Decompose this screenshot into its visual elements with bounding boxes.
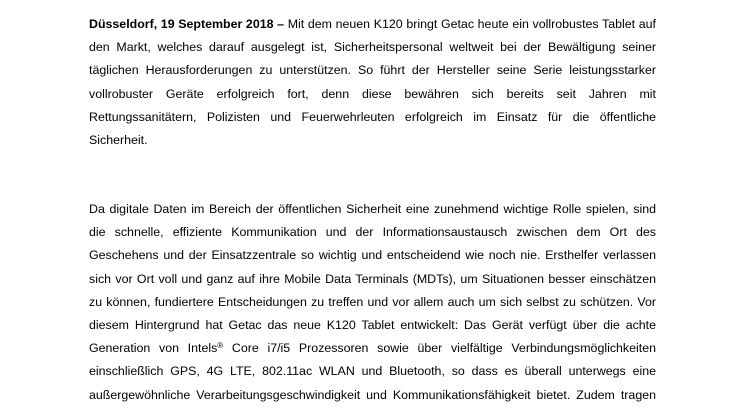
text-line: außergewöhnliche Verarbeitungsgeschwindigkeit und Kommunikationsfähigkeit bietet. Zudem tragen [89,387,656,402]
text-line: Sicherheit. [89,132,148,147]
paragraph-intro [89,13,656,152]
text-line: Da digitale Daten im Bereich der öffentlichen Sicherheit eine zunehmend wichtige Rolle spielen, sind [89,202,656,216]
text-line: zu können, fundiertere Entscheidungen zu treffen und vor allem auch um sich selbst zu schützen. Vor [89,294,656,309]
text-line: diesem Hintergrund hat Getac das neue K120 Tablet entwickelt: Das Gerät verfügt über die achte [89,317,656,332]
paragraph-body [89,198,656,407]
text-line [89,13,656,36]
text-line-content: Mit dem neuen K120 bringt Getac heute ein vollrobustes Tablet auf [284,17,656,31]
text-line: Geschehens und der Einsatzzentrale so wichtig und entscheidend wie noch nie. Ersthelfer verlassen [89,248,656,263]
text-line [89,337,656,360]
text-line-content: Core i7/i5 Prozessoren sowie über vielfältige Verbindungsmöglichkeiten [223,341,656,356]
text-line: den Markt, welches darauf ausgelegt ist, Sicherheitspersonal weltweit bei der Bewältigung seiner [89,40,656,55]
text-line: die schnelle, effiziente Kommunikation und der Informationsaustausch zwischen dem Ort des [89,225,656,240]
text-line: Rettungssanitätern, Polizisten und Feuerwehrleuten erfolgreich im Einsatz für die öffentliche [89,109,656,124]
text-line: vollrobuster Geräte erfolgreich fort, denn diese bewähren sich bereits seit Jahren mit [89,86,656,101]
registered-mark: ® [217,341,224,351]
text-line: täglichen Herausforderungen zu unterstützen. So führt der Hersteller seine Serie leistungsstarker [89,63,656,78]
dateline: Düsseldorf, 19 September 2018 – [89,17,285,31]
text-line: sich vor Ort voll und ganz auf ihre Mobile Data Terminals (MDTs), um Situationen besser einschätzen [89,271,656,286]
text-line-content: Generation von Intels [89,341,218,356]
text-line: einschließlich GPS, 4G LTE, 802.11ac WLAN und Bluetooth, so dass es überall unterwegs eine [89,364,656,379]
